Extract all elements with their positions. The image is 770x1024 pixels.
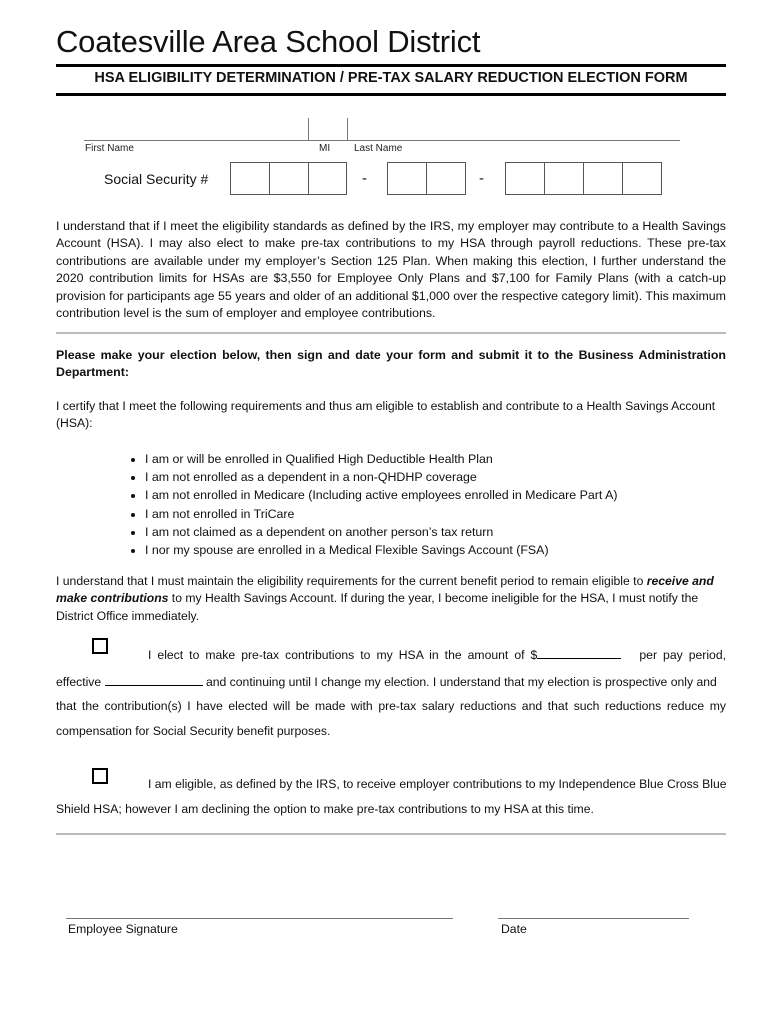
middle-initial-label: MI (319, 143, 331, 154)
requirement-item: • I am not enrolled as a dependent in a non-QHDHP coverage (145, 468, 617, 486)
amount-field[interactable] (537, 646, 621, 659)
requirements-list (120, 450, 617, 559)
first-name-label: First Name (85, 143, 134, 154)
last-name-field[interactable] (350, 118, 678, 140)
name-divider-1 (308, 118, 309, 141)
ssn-separator-2: - (479, 170, 484, 187)
option1-line3: that the contribution(s) I have elected will be made with pre-tax salary reductions and that such reductions reduce my (56, 699, 726, 713)
form-title: HSA ELIGIBILITY DETERMINATION / PRE-TAX SALARY REDUCTION ELECTION FORM (94, 70, 688, 86)
option2-line1: I am eligible, as defined by the IRS, to receive employer contributions to my Independence Blue Cross Blue (148, 777, 727, 791)
certify-text: I certify that I meet the following requirements and thus am eligible to establish and contribute to a Health Savings Account (HSA): (56, 399, 716, 431)
elect-contributions-checkbox[interactable] (92, 638, 108, 654)
option1-line4: compensation for Social Security benefit purposes. (56, 724, 331, 738)
decline-contributions-checkbox[interactable] (92, 768, 108, 784)
date-line[interactable] (498, 918, 689, 919)
effective-label: effective (56, 675, 102, 689)
option1-line1-text: I elect to make pre-tax contributions to my HSA in the amount of $ (148, 648, 538, 662)
ssn-group-3[interactable] (505, 162, 662, 195)
requirement-item: • I am or will be enrolled in Qualified High Deductible Health Plan (145, 450, 617, 468)
ssn-group-1[interactable] (230, 162, 347, 195)
name-divider-2 (347, 118, 348, 141)
employee-signature-label: Employee Signature (68, 922, 178, 936)
option1-line2-text: and continuing until I change my election. I understand that my election is prospective only and (205, 675, 717, 689)
section-divider-1 (56, 332, 726, 334)
requirement-item: • I am not enrolled in Medicare (Including active employees enrolled in Medicare Part A) (145, 486, 617, 504)
date-label: Date (501, 922, 527, 936)
name-underline (84, 140, 680, 141)
header-top-rule (56, 64, 726, 67)
last-name-label: Last Name (354, 143, 403, 154)
option1-line1 (148, 646, 726, 662)
first-name-field[interactable] (84, 118, 306, 140)
option2-line2: Shield HSA; however I am declining the option to make pre-tax contributions to my HSA at this time. (56, 802, 594, 816)
ssn-separator-1: - (362, 170, 367, 187)
requirement-item: • I am not enrolled in TriCare (145, 505, 617, 523)
instruction-text: Please make your election below, then sign and date your form and submit it to the Business Administration Department: (56, 348, 726, 380)
middle-initial-field[interactable] (310, 118, 346, 140)
district-name: Coatesville Area School District (56, 24, 481, 59)
ssn-label: Social Security # (104, 171, 209, 187)
signature-line[interactable] (66, 918, 453, 919)
requirement-item: • I nor my spouse are enrolled in a Medical Flexible Savings Account (FSA) (145, 541, 617, 559)
maintain-paragraph (56, 573, 726, 625)
requirement-item: • I am not claimed as a dependent on another person’s tax return (145, 523, 617, 541)
section-divider-2 (56, 833, 726, 835)
option1-per-pay-period: per pay period, (639, 648, 726, 662)
effective-date-field[interactable] (105, 673, 203, 686)
maintain-text-before: I understand that I must maintain the eligibility requirements for the current benefit period to remain eligible to (56, 574, 647, 588)
maintain-text-after: to my Health Savings Account. If during the year, I become ineligible for the HSA, I must notify the District Office immediately. (56, 591, 699, 623)
header-bottom-rule (56, 93, 726, 96)
maintain-emphasis: receive and make contributions (56, 574, 714, 606)
option1-line2 (56, 673, 726, 689)
ssn-group-2[interactable] (387, 162, 466, 195)
intro-paragraph: I understand that if I meet the eligibility standards as defined by the IRS, my employer may contribute to a Health Savings Account (HSA). I may also elect to make pre-tax contributions to my HSA through payroll reductions. These pre-tax contributions are available under my employer’s Section 125 Plan. When making this election, I further understand the 2020 contribution limits for HSAs are $3,550 for Employee Only Plans and $7,100 for Family Plans (with a catch-up provision for participants age 55 years and older of an additional $1,000 over the respective category limit). This maximum contribution level is the sum of employer and employee contributions. (56, 219, 726, 321)
